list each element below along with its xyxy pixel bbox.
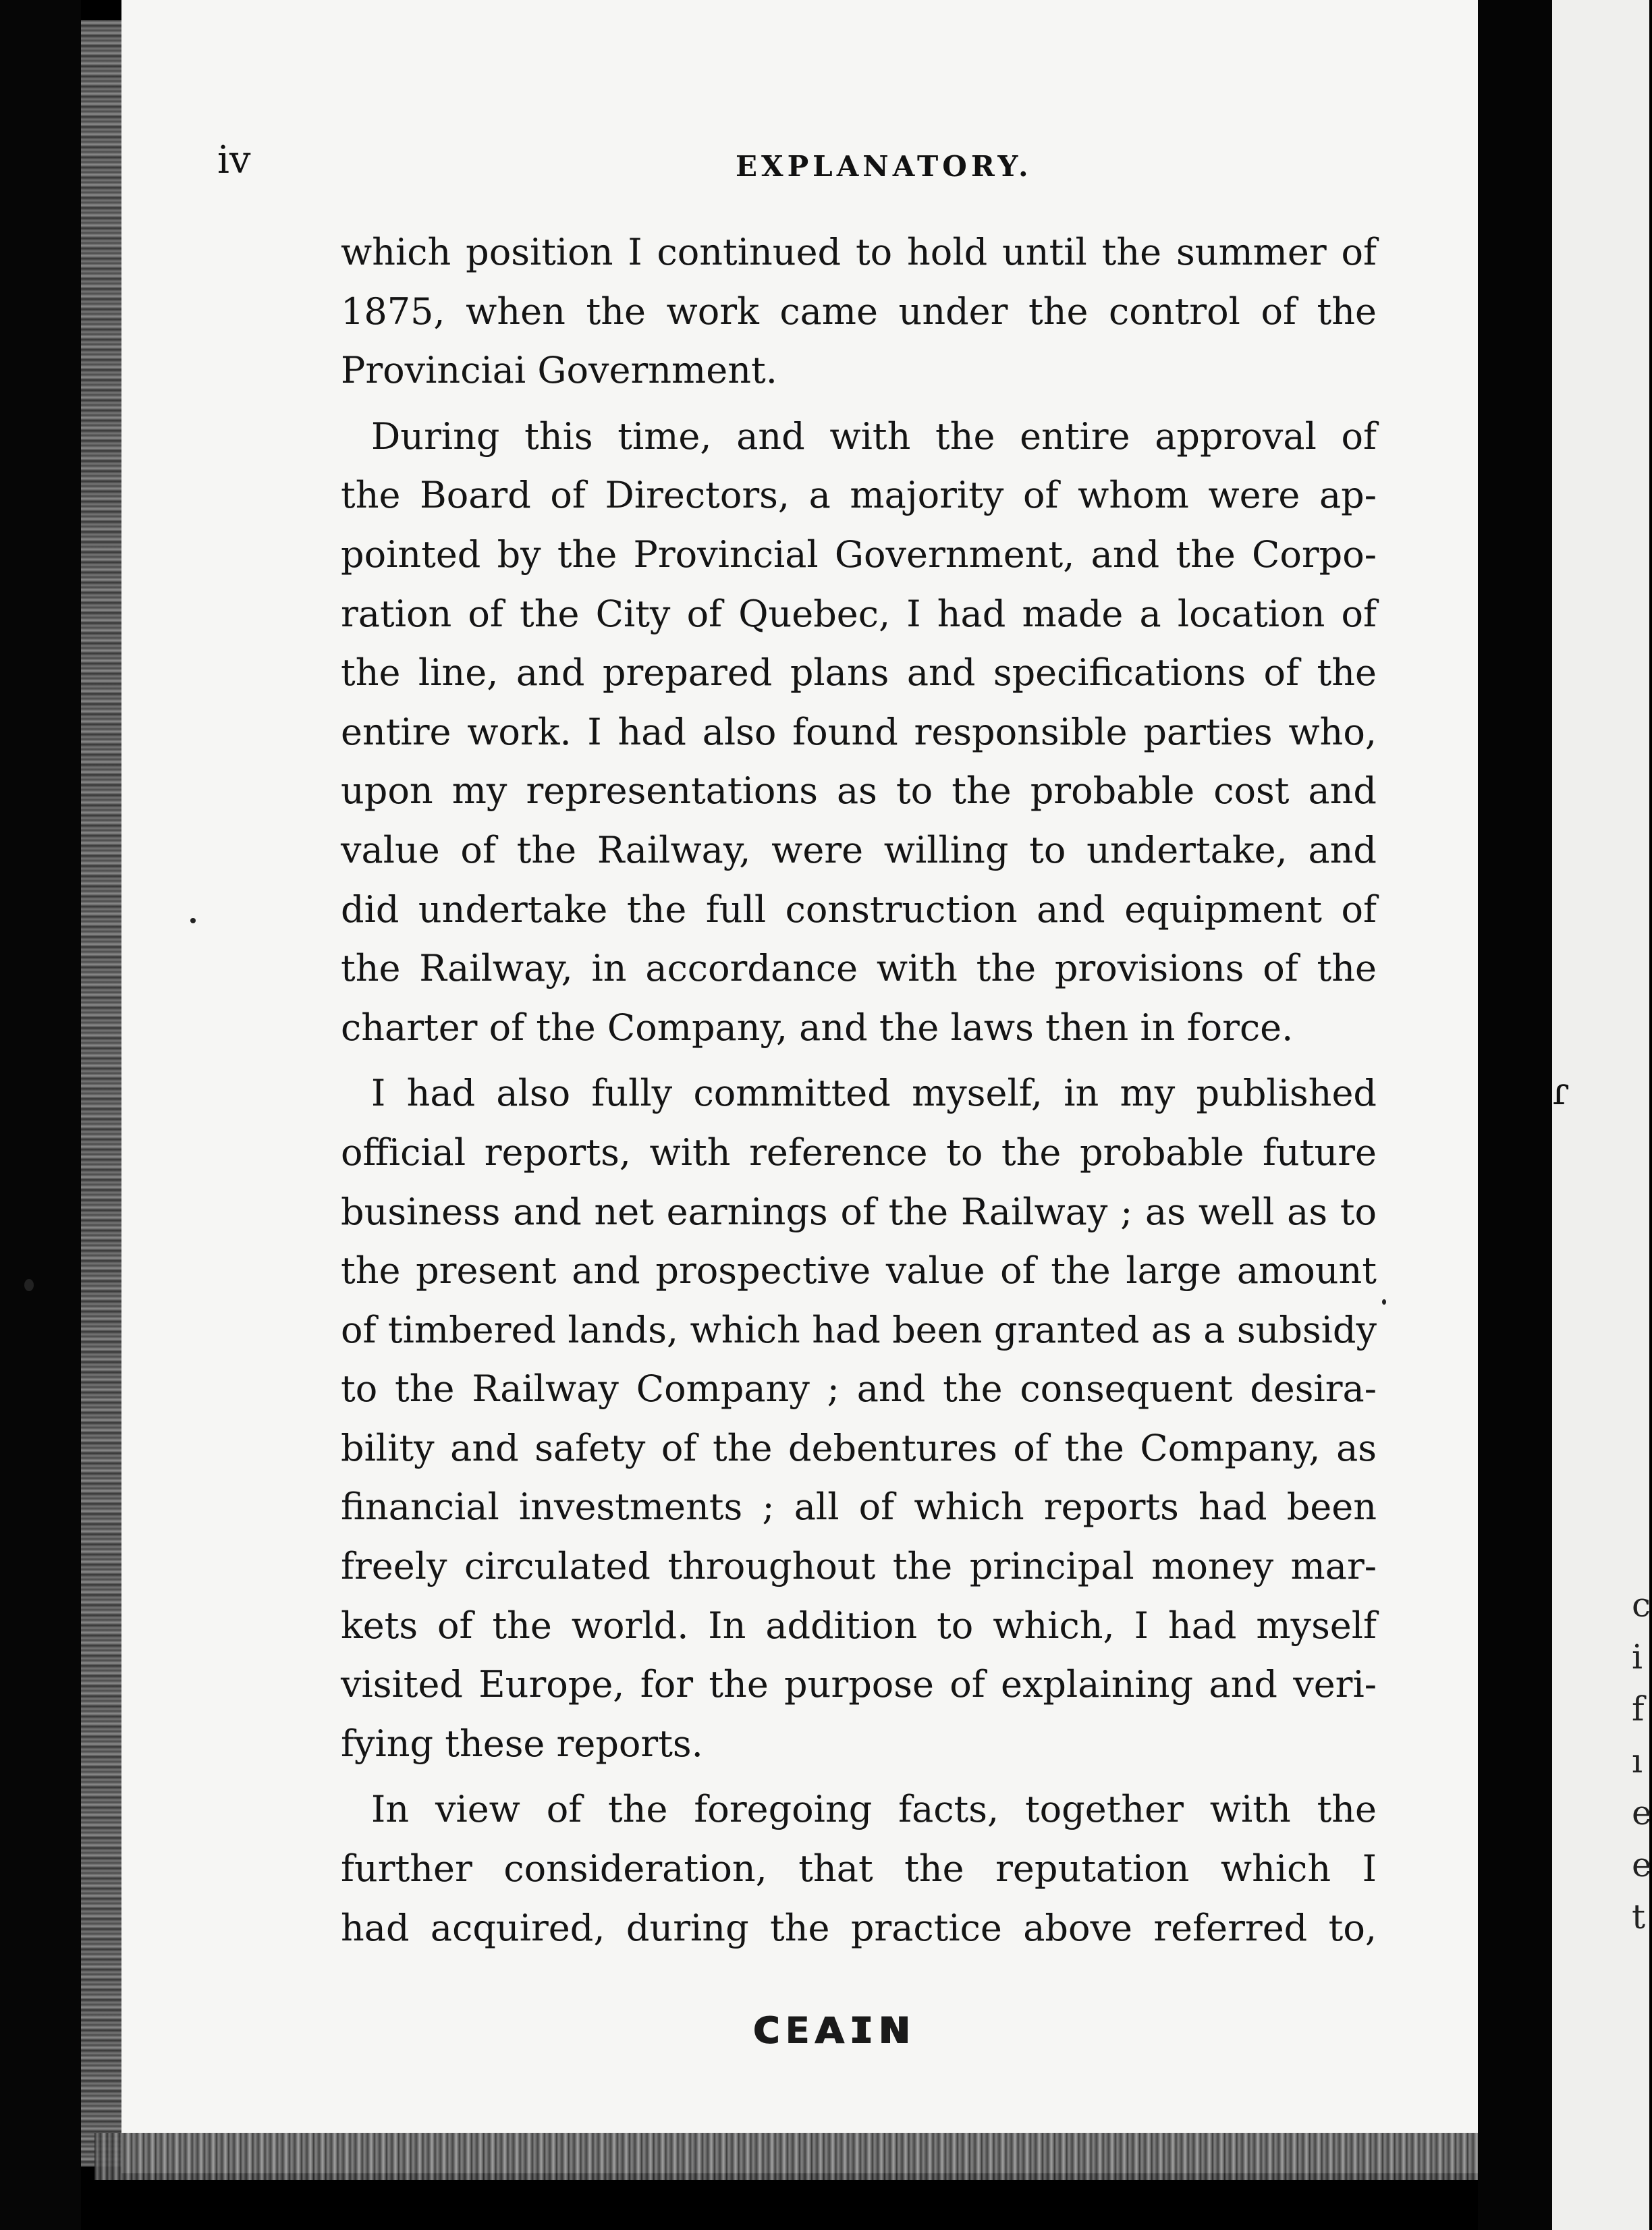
- page-bottom-edge: [94, 2133, 1491, 2180]
- binding-gutter: [0, 0, 81, 2230]
- facing-page-letter: e: [1632, 1845, 1652, 1884]
- page-gap: [1478, 0, 1552, 2230]
- facing-page-letter: e: [1632, 1793, 1652, 1832]
- running-head: EXPLANATORY.: [736, 150, 1032, 183]
- text-line: bility and safety of the debentures of the Company, as: [341, 1426, 1377, 1469]
- facing-page-mark: ɾ: [1552, 1070, 1570, 1114]
- text-line: the present and prospective value of the large amount: [341, 1249, 1377, 1293]
- page-number: iv: [217, 138, 251, 182]
- text-line: In view of the foregoing facts, together with the: [371, 1788, 1377, 1831]
- text-line: the Railway, in accordance with the provisions of the: [341, 947, 1377, 990]
- text-line: During this time, and with the entire approval of: [371, 414, 1377, 458]
- text-line: financial investments ; all of which reports had been: [341, 1486, 1377, 1529]
- text-line: ration of the City of Quebec, I had made a location of: [341, 592, 1377, 635]
- text-line: the line, and prepared plans and specifications of the: [341, 651, 1377, 695]
- facing-page-letter: t: [1632, 1897, 1646, 1936]
- text-line: fying these reports.: [341, 1722, 703, 1765]
- text-line: visited Europe, for the purpose of explaining and veri-: [341, 1663, 1377, 1706]
- facing-page-strip: [1552, 0, 1652, 2230]
- facing-page-letter: c: [1632, 1585, 1651, 1625]
- text-line: had acquired, during the practice above referred to,: [341, 1906, 1377, 1949]
- text-line: pointed by the Provincial Government, and the Corpo-: [341, 533, 1377, 576]
- text-line: charter of the Company, and the laws then in force.: [341, 1006, 1294, 1049]
- facing-page-letters: [1632, 1579, 1652, 1943]
- text-line: to the Railway Company ; and the consequent desira-: [341, 1367, 1377, 1411]
- scan-speck: [24, 1279, 34, 1291]
- text-line: which position I continued to hold until the summer of: [341, 231, 1377, 273]
- text-line: Provinciai Government.: [341, 349, 777, 392]
- text-line: the Board of Directors, a majority of whom were ap-: [341, 474, 1377, 517]
- text-line: kets of the world. In addition to which, I had myself: [341, 1604, 1377, 1647]
- scan-speck: [190, 918, 196, 923]
- text-line: I had also fully committed myself, in my published: [371, 1072, 1377, 1115]
- facing-page-letter: i: [1632, 1637, 1643, 1677]
- facing-page-letter: ı: [1632, 1741, 1643, 1780]
- text-line: freely circulated throughout the principal money mar-: [341, 1545, 1377, 1588]
- text-line: business and net earnings of the Railway ; as well as to: [341, 1190, 1377, 1233]
- text-line: 1875, when the work came under the control of the: [341, 290, 1377, 333]
- scan-speck: [1382, 1299, 1386, 1305]
- text-line: entire work. I had also found responsible parties who,: [341, 710, 1377, 753]
- text-line: further consideration, that the reputation which I: [341, 1847, 1377, 1891]
- text-line: upon my representations as to the probable cost and: [341, 769, 1377, 813]
- text-line: of timbered lands, which had been granted as a subsidy: [341, 1308, 1377, 1351]
- text-line: value of the Railway, were willing to undertake, and: [341, 828, 1377, 871]
- printer-mark: ᴄᴇᴀɪɴ: [752, 1998, 914, 2055]
- text-line: did undertake the full construction and equipment of: [341, 888, 1377, 931]
- facing-page-letter: f: [1632, 1689, 1645, 1729]
- body-text: [341, 223, 1377, 1957]
- text-line: official reports, with reference to the probable future: [341, 1131, 1377, 1174]
